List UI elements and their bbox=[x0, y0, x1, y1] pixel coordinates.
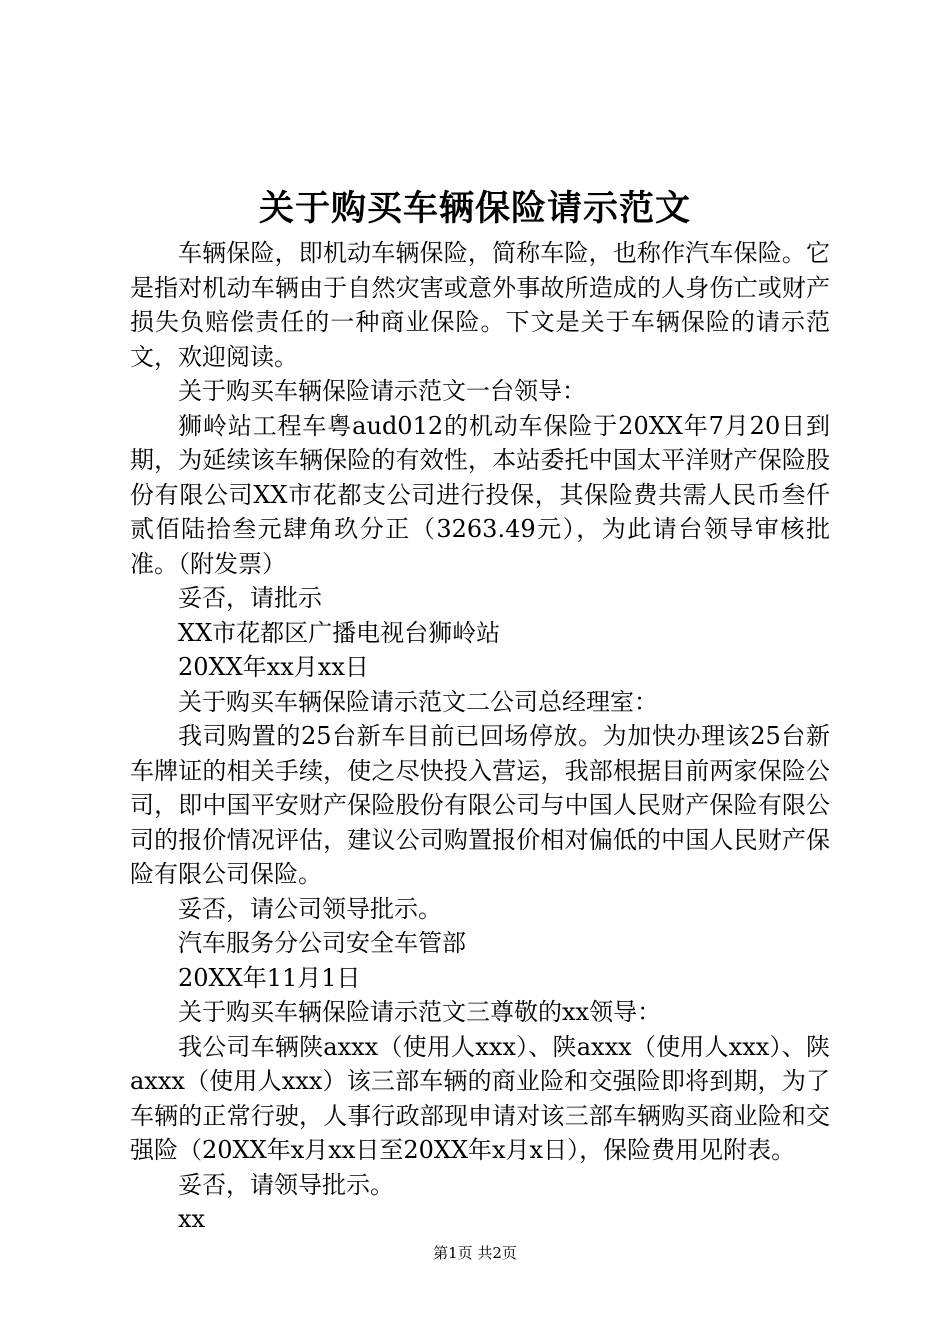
paragraph-sample-one-body: 狮岭站工程车粤aud012的机动车保险于20XX年7月20日到期，为延续该车辆保险的有效性，本站委托中国太平洋财产保险股份有限公司XX市花都支公司进行投保，其保险费共需人民币叁仟贰佰陆拾叁元肆角玖分正（3263.49元），为此请台领导审核批准。（附发票） bbox=[130, 411, 830, 578]
paragraph-sample-one-date: 20XX年xx月xx日 bbox=[178, 653, 369, 681]
paragraph-sample-three-closing: 妥否，请领导批示。 bbox=[178, 1170, 394, 1199]
paragraph-sample-three-signature: xx bbox=[178, 1205, 206, 1233]
document-body bbox=[130, 236, 830, 1237]
paragraph-intro: 车辆保险，即机动车辆保险，简称车险，也称作汽车保险。它是指对机动车辆由于自然灾害或意外事故所造成的人身伤亡或财产损失负赔偿责任的一种商业保险。下文是关于车辆保险的请示范文，欢迎阅读。 bbox=[130, 239, 830, 371]
paragraph-sample-three-body: 我公司车辆陕axxx（使用人xxx）、陕axxx（使用人xxx）、陕axxx（使用人xxx）该三部车辆的商业险和交强险即将到期，为了车辆的正常行驶，人事行政部现申请对该三部车辆购买商业险和交强险（20XX年x月xx日至20XX年x月x日），保险费用见附表。 bbox=[130, 1032, 830, 1164]
paragraph-sample-one-signature: XX市花都区广播电视台狮岭站 bbox=[178, 618, 501, 647]
paragraph-sample-two-body: 我司购置的25台新车目前已回场停放。为加快办理该25台新车牌证的相关手续，使之尽快投入营运，我部根据目前两家保险公司，即中国平安财产保险股份有限公司与中国人民财产保险有限公司的报价情况评估，建议公司购置报价相对偏低的中国人民财产保险有限公司保险。 bbox=[130, 722, 830, 888]
paragraph-sample-three-heading: 关于购买车辆保险请示范文三尊敬的xx领导： bbox=[178, 998, 662, 1026]
paragraph-sample-two-signature: 汽车服务分公司安全车管部 bbox=[178, 929, 466, 957]
paragraph-sample-one-heading: 关于购买车辆保险请示范文一台领导： bbox=[178, 377, 586, 405]
paragraph-sample-one-closing: 妥否，请批示 bbox=[178, 584, 322, 612]
page-footer: 第1页 共2页 bbox=[433, 1244, 517, 1262]
paragraph-sample-two-heading: 关于购买车辆保险请示范文二公司总经理室： bbox=[178, 687, 658, 716]
paragraph-sample-two-date: 20XX年11月1日 bbox=[178, 963, 361, 992]
paragraph-sample-two-closing: 妥否，请公司领导批示。 bbox=[178, 894, 442, 923]
document-title: 关于购买车辆保险请示范文 bbox=[258, 189, 691, 229]
